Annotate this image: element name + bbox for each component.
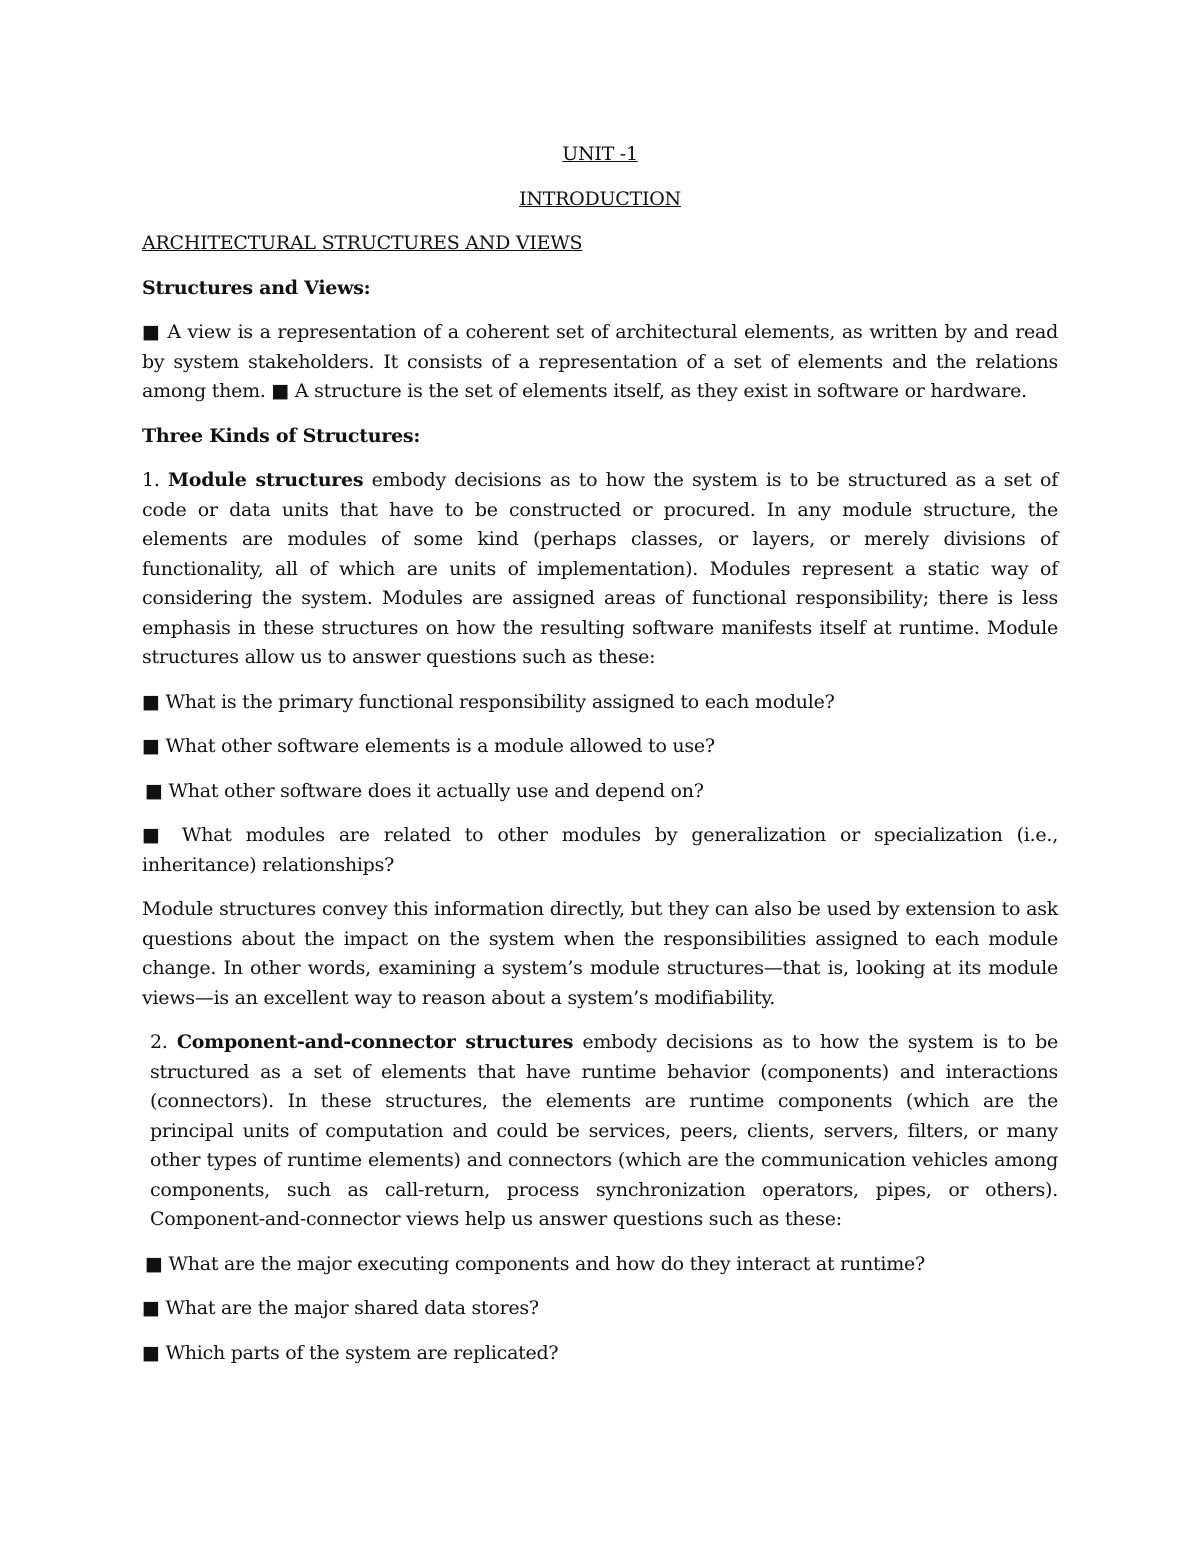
component-connector-paragraph <box>142 1028 1058 1235</box>
cc-bullet-2: ■ What are the major shared data stores? <box>142 1297 539 1319</box>
structures-and-views-paragraph: ■ A view is a representation of a coherent set of architectural elements, as written by and read by system stakeholders. It consists of a representation of a set of elements and the relations among them. ■ A structure is the set of elements itself, as they exist in software or hardware. <box>142 321 1058 402</box>
module-structures-text: embody decisions as to how the system is to be structured as a set of code or data units that have to be constructed or procured. In any module structure, the elements are modules of some kind (perhaps classes, or layers, or merely divisions of functionality, all of which are units of implementation). Modules represent a static way of considering the system. Modules are assigned areas of functional responsibility; there is less emphasis in these structures on how the resulting software manifests itself at runtime. Module structures allow us to answer questions such as these: <box>142 469 1059 668</box>
document-body <box>142 140 1058 1383</box>
module-bullet-2: ■ What other software elements is a module allowed to use? <box>142 735 715 757</box>
structures-and-views-heading: Structures and Views: <box>142 276 371 299</box>
module-number: 1. <box>142 469 168 491</box>
module-bullet-1: ■ What is the primary functional responsibility assigned to each module? <box>142 690 835 713</box>
component-connector-term: Component-and-connector structures <box>176 1031 574 1053</box>
cc-bullet-1: ■ What are the major executing components and how do they interact at runtime? <box>145 1252 925 1275</box>
module-structures-term: Module structures <box>168 469 364 491</box>
cc-number: 2. <box>150 1031 177 1053</box>
three-kinds-heading: Three Kinds of Structures: <box>142 424 421 447</box>
module-conclusion-paragraph: Module structures convey this information directly, but they can also be used by extension to ask questions about the impact on the system when the responsibilities assigned to each module change. In other words, examining a system’s module structures—that is, looking at its module views—is an excellent way to reason about a system’s modifiability. <box>142 898 1058 1009</box>
module-bullet-4: ■ What modules are related to other modules by generalization or specialization (i.e., inheritance) relationships? <box>142 824 1058 876</box>
cc-bullet-3: ■ Which parts of the system are replicated? <box>142 1341 559 1364</box>
module-bullet-3: ■ What other software does it actually use and depend on? <box>145 779 704 802</box>
introduction-heading: INTRODUCTION <box>519 187 681 210</box>
section-title: ARCHITECTURAL STRUCTURES AND VIEWS <box>142 232 583 254</box>
component-connector-text: embody decisions as to how the system is to be structured as a set of elements that have runtime behavior (components) and interactions (connectors). In these structures, the elements are runtime components (which are the principal units of computation and could be services, peers, clients, servers, filters, or many other types of runtime elements) and connectors (which are the communication vehicles among components, such as call-return, process synchronization operators, pipes, or others). Component-and-connector views help us answer questions such as these: <box>150 1031 1058 1230</box>
unit-heading: UNIT -1 <box>562 143 638 165</box>
module-structures-paragraph <box>142 466 1058 673</box>
